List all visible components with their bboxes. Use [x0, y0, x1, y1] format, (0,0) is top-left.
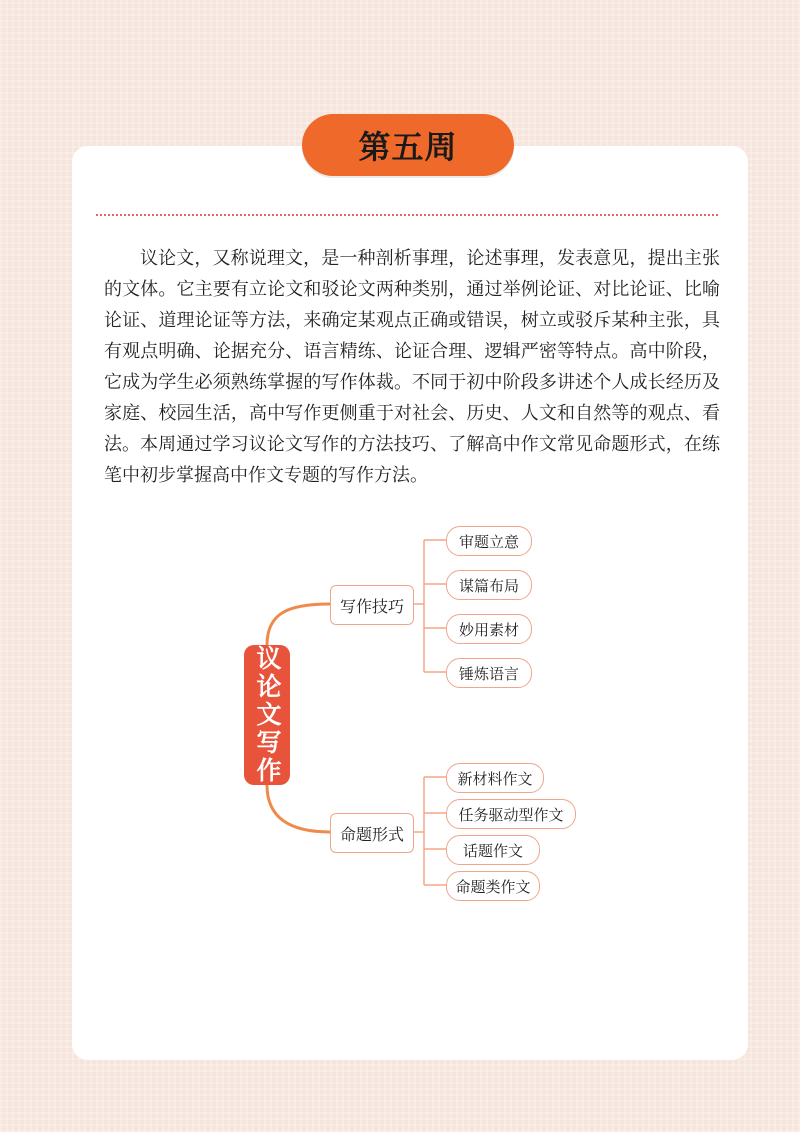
leaf-item: 锤炼语言 — [446, 658, 532, 688]
connector-root-branch2 — [267, 785, 330, 832]
leaf-item: 审题立意 — [446, 526, 532, 556]
branch-proposition-forms: 命题形式 — [330, 813, 414, 853]
connector-root-branch1 — [267, 604, 330, 645]
leaf-item: 妙用素材 — [446, 614, 532, 644]
leaf-item: 命题类作文 — [446, 871, 540, 901]
mindmap-root — [244, 645, 290, 785]
mindmap-root-label: 议论文写作 — [253, 645, 282, 785]
leaf-item: 新材料作文 — [446, 763, 544, 793]
leaf-item: 谋篇布局 — [446, 570, 532, 600]
branch-writing-techniques: 写作技巧 — [330, 585, 414, 625]
week-title: 第五周 — [358, 128, 458, 166]
intro-paragraph-1: 议论文，又称说理文，是一种剖析事理，论述事理，发表意见，提出主张的文体。它主要有立论文和驳论文两种类别，通过举例论证、对比论证、比喻论证、道理论证等方法，来确定某观点正确或错误，树立或驳斥某种主张，具有观点明确、论据充分、语言精练、论证合理、逻辑严密等特点。高中阶段，它成为学生必须熟练掌握的写作体裁。不同于初中阶段多讲述个人成长经历及家庭、校园生活，高中写作更侧重于对社会、历史、人文和自然等的观点、看法。 — [104, 248, 720, 455]
leaf-item: 话题作文 — [446, 835, 540, 865]
leaf-item: 任务驱动型作文 — [446, 799, 576, 829]
connector-branch1-leaves — [412, 540, 446, 672]
connector-branch2-leaves — [412, 777, 446, 885]
intro-paragraph-2: 本周通过学习议论文写作的方法技巧、了解高中作文常见命题形式，在练笔中初步掌握高中作文专题的写作方法。 — [104, 434, 720, 486]
